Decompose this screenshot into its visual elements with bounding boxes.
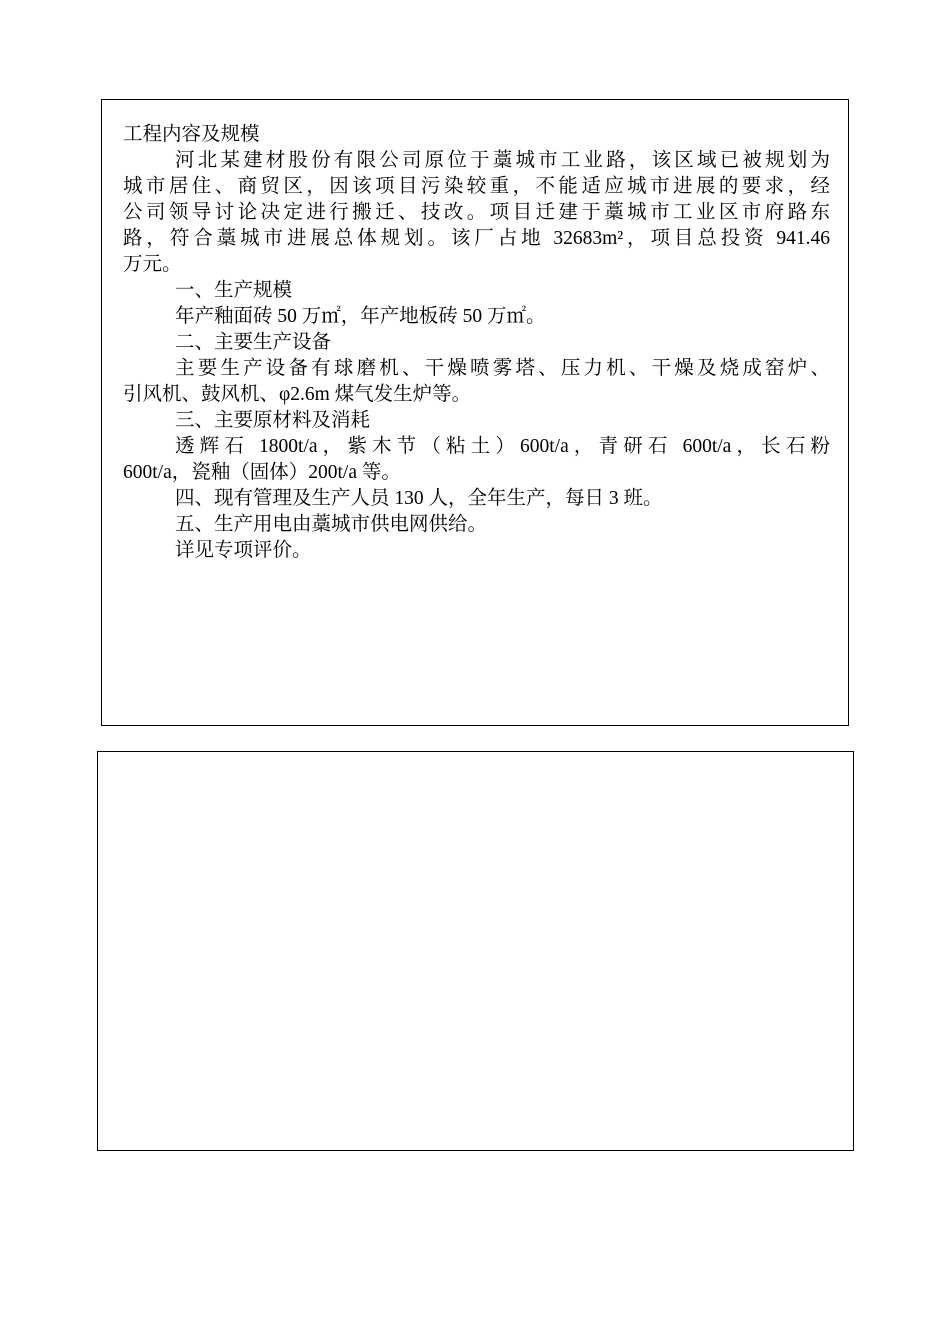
section-title: 工程内容及规模 <box>123 124 260 145</box>
project-content-box <box>101 99 849 726</box>
intro-line-5: 万元。 <box>123 254 182 275</box>
intro-line-4: 路，符合藁城市进展总体规划。该厂占地 32683m²，项目总投资 941.46 <box>123 228 830 249</box>
see-also-text: 详见专项评价。 <box>175 540 312 561</box>
equipment-line-2: 引风机、鼓风机、φ2.6m 煤气发生炉等。 <box>123 384 472 405</box>
power-text: 五、生产用电由藁城市供电网供给。 <box>175 514 488 535</box>
empty-content-box <box>97 751 854 1151</box>
materials-line-1: 透辉石 1800t/a，紫木节（粘土）600t/a，青研石 600t/a，长石粉 <box>175 436 830 457</box>
intro-line-3: 公司领导讨论决定进行搬迁、技改。项目迁建于藁城市工业区市府路东 <box>123 202 830 223</box>
intro-line-2: 城市居住、商贸区，因该项目污染较重，不能适应城市进展的要求，经 <box>123 176 830 197</box>
intro-line-1: 河北某建材股份有限公司原位于藁城市工业路，该区域已被规划为 <box>175 150 830 171</box>
materials-heading: 三、主要原材料及消耗 <box>175 410 371 431</box>
equipment-heading: 二、主要生产设备 <box>175 332 332 353</box>
equipment-line-1: 主要生产设备有球磨机、干燥喷雾塔、压力机、干燥及烧成窑炉、 <box>175 358 830 379</box>
materials-line-2: 600t/a，瓷釉（固体）200t/a 等。 <box>123 462 401 483</box>
production-scale-heading: 一、生产规模 <box>175 280 293 301</box>
personnel-text: 四、现有管理及生产人员 130 人，全年生产，每日 3 班。 <box>175 488 663 509</box>
production-scale-text: 年产釉面砖 50 万㎡，年产地板砖 50 万㎡。 <box>175 306 546 327</box>
